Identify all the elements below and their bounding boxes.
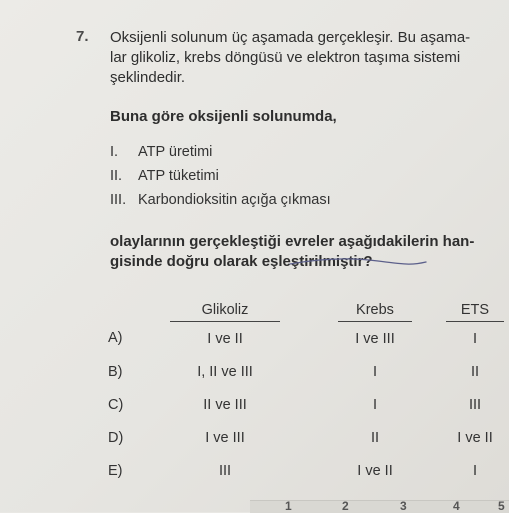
strip-number: 5	[498, 499, 505, 513]
header-gap	[412, 298, 446, 322]
pencil-underline-mark	[288, 253, 428, 269]
option-cell-glikoliz: I, II ve III	[197, 363, 253, 380]
prompt-line: olaylarının gerçekleştiği evreler aşağıdakilerin han-	[110, 233, 475, 250]
option-cell-ets: III	[468, 396, 482, 413]
cell-gap	[280, 355, 338, 388]
strip-number: 1	[285, 499, 292, 513]
option-letter[interactable]: E)	[108, 462, 123, 479]
statement-numeral: III.	[110, 192, 127, 208]
header-krebs: Krebs	[338, 298, 412, 322]
prompt-line: gisinde doğru olarak eşleştirilmiştir?	[110, 253, 373, 270]
cell-gap	[412, 322, 446, 356]
option-cell-glikoliz: III	[218, 462, 232, 479]
stem-line: Oksijenli solunum üç aşamada gerçekleşir. Bu aşama-	[110, 29, 471, 46]
strip-number: 4	[453, 499, 460, 513]
strip-number: 3	[400, 499, 407, 513]
statement-item	[110, 164, 331, 188]
statement-text: ATP üretimi	[138, 144, 213, 160]
cell-gap	[412, 388, 446, 421]
option-cell-krebs: I	[372, 363, 378, 380]
stem-line: şeklindedir.	[110, 69, 186, 86]
option-cell-krebs: I ve II	[357, 462, 393, 479]
cell-gap	[280, 322, 338, 356]
option-cell-glikoliz: II ve III	[203, 396, 247, 413]
statement-numeral: II.	[110, 168, 123, 184]
header-ets: ETS	[446, 298, 504, 322]
option-row-a[interactable]	[108, 322, 504, 356]
cell-gap	[412, 355, 446, 388]
option-letter[interactable]: D)	[108, 429, 124, 446]
option-row-e[interactable]	[108, 454, 504, 487]
statement-item	[110, 140, 331, 164]
option-cell-ets: I	[472, 330, 478, 347]
option-cell-glikoliz: I ve II	[207, 330, 243, 347]
cell-gap	[412, 421, 446, 454]
option-cell-krebs: II	[370, 429, 380, 446]
stem-line: lar glikoliz, krebs döngüsü ve elektron taşıma sistemi	[110, 49, 461, 66]
statement-text: ATP tüketimi	[138, 168, 219, 184]
option-row-c[interactable]	[108, 388, 504, 421]
option-letter[interactable]: B)	[108, 363, 123, 380]
header-gap	[280, 298, 338, 322]
cell-gap	[280, 421, 338, 454]
question-lead: Buna göre oksijenli solunumda,	[110, 108, 337, 125]
option-row-d[interactable]	[108, 421, 504, 454]
option-letter[interactable]: C)	[108, 396, 124, 413]
option-cell-krebs: I ve III	[355, 330, 395, 347]
option-cell-ets: II	[470, 363, 480, 380]
options-table	[108, 298, 504, 487]
option-cell-glikoliz: I ve III	[205, 429, 245, 446]
statement-text: Karbondioksitin açığa çıkması	[138, 192, 331, 208]
header-spacer	[108, 298, 170, 322]
header-glikoliz: Glikoliz	[170, 298, 280, 322]
statement-numeral: I.	[110, 144, 119, 160]
statement-item	[110, 188, 331, 212]
question-stem	[110, 28, 495, 88]
cell-gap	[280, 388, 338, 421]
strip-number: 2	[342, 499, 349, 513]
cell-gap	[280, 454, 338, 487]
question-number: 7.	[76, 28, 89, 45]
option-row-b[interactable]	[108, 355, 504, 388]
option-letter[interactable]: A)	[108, 330, 123, 347]
option-cell-ets: I	[472, 462, 478, 479]
answer-strip	[250, 500, 509, 513]
options-header-row	[108, 298, 504, 322]
option-cell-krebs: I	[372, 396, 378, 413]
option-cell-ets: I ve II	[457, 429, 493, 446]
cell-gap	[412, 454, 446, 487]
statement-list	[110, 140, 331, 212]
